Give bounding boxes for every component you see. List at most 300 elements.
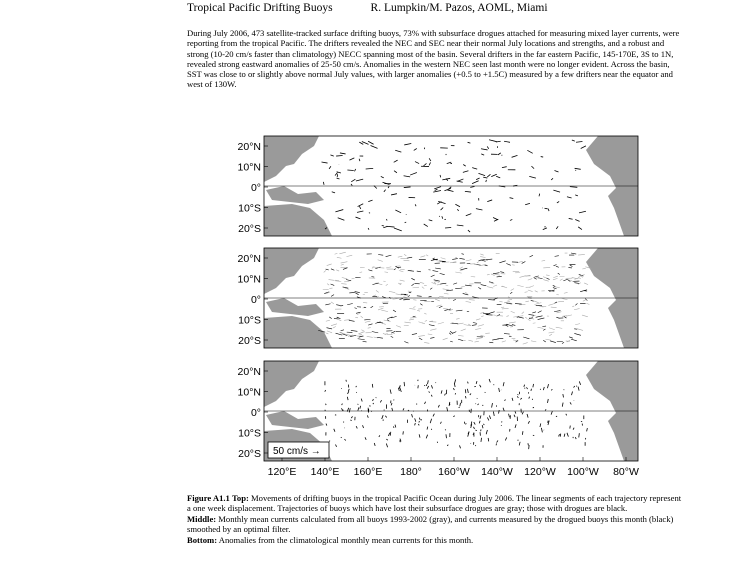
drift-vector: [440, 283, 446, 284]
drift-vector: [356, 217, 361, 219]
drift-vector: [446, 285, 449, 286]
drift-vector: [435, 299, 440, 301]
drift-vector: [531, 389, 532, 391]
drift-vector: [404, 143, 411, 144]
drift-vector: [336, 333, 343, 335]
drift-vector: [468, 431, 469, 434]
y-tick-label: 10°S: [238, 427, 261, 440]
drift-vector: [527, 414, 528, 418]
drift-vector: [489, 379, 490, 382]
drift-vector: [436, 305, 441, 306]
drift-vector: [386, 444, 387, 448]
drift-vector: [556, 266, 559, 267]
drift-vector: [443, 338, 448, 340]
drift-vector: [573, 428, 574, 430]
drift-vector: [466, 260, 472, 261]
drift-vector: [547, 278, 550, 279]
drift-vector: [410, 317, 416, 318]
drift-vector: [429, 162, 430, 165]
drift-vector: [391, 403, 392, 405]
drift-vector: [325, 390, 326, 392]
drift-vector: [505, 437, 506, 440]
drift-vector: [425, 402, 426, 404]
drift-vector: [472, 325, 477, 326]
drift-vector: [525, 292, 528, 293]
drift-vector: [567, 433, 568, 437]
drift-vector: [569, 337, 573, 338]
drift-vector: [504, 141, 510, 142]
y-tick-label: 0°: [250, 182, 261, 194]
drift-vector: [422, 287, 424, 289]
drift-vector: [359, 206, 360, 209]
drift-vector: [543, 340, 546, 342]
drift-vector: [569, 265, 572, 267]
drift-vector: [327, 328, 333, 329]
drift-vector: [418, 322, 422, 323]
drift-vector: [447, 407, 448, 411]
drift-vector: [368, 328, 371, 329]
drift-vector: [447, 190, 453, 192]
drift-vector: [578, 227, 582, 230]
drift-vector: [548, 399, 549, 403]
drift-vector: [445, 430, 446, 431]
drift-vector: [455, 204, 460, 206]
drift-vector: [575, 437, 576, 439]
drift-vector: [575, 303, 577, 305]
drift-vector: [486, 259, 493, 260]
drift-vector: [410, 173, 417, 176]
drift-vector: [500, 272, 504, 273]
drift-vector: [455, 379, 456, 383]
drift-vector: [475, 445, 476, 446]
drift-vector: [335, 173, 337, 176]
drift-vector: [408, 295, 410, 296]
drift-vector: [510, 198, 514, 199]
drift-vector: [390, 432, 391, 436]
drift-vector: [450, 341, 453, 342]
drift-vector: [487, 287, 493, 288]
drift-vector: [522, 262, 526, 264]
drift-vector: [430, 329, 436, 331]
drift-vector: [404, 341, 408, 343]
drift-vector: [511, 311, 515, 313]
drift-vector: [572, 277, 578, 278]
drift-vector: [411, 284, 414, 286]
drift-vector: [526, 387, 527, 389]
drift-vector: [418, 424, 419, 425]
drift-vector: [368, 270, 372, 271]
drift-vector: [559, 434, 560, 436]
drift-vector: [493, 285, 497, 286]
drift-vector: [455, 288, 462, 289]
drift-vector: [421, 419, 422, 420]
drift-vector: [324, 270, 326, 272]
drift-vector: [517, 396, 518, 398]
drift-vector: [531, 341, 536, 342]
x-tick-label: 80°W: [613, 466, 639, 478]
drift-vector: [575, 324, 580, 325]
drift-vector: [419, 421, 420, 423]
drift-vector: [453, 283, 457, 284]
intro-paragraph: During July 2006, 473 satellite-tracked surface drifting buoys, 73% with subsurface drogues attached for measuring mixed layer currents, were reporting from the tropical Pacific. The drifters revealed the NEC and SEC near their normal July locations and strengths, and a robust and strong (10-20 cm/s faster than climatology) NECC spanning most of the basin. Several drifters in the far eastern Pacific, 145-170E, 3S to 1N, revealed strong eastward anomalies of 25-50 cm/s. Anomalies in the western NEC seen last month were no longer evident. Across the basin, SST was close to or slightly above normal July values, with larger anomalies (+0.5 to +1.5C) measured by a few drifters near the equator and west of 130W.: [187, 28, 680, 90]
drift-vector: [393, 333, 395, 334]
drift-vector: [532, 399, 533, 400]
drift-vector: [498, 153, 501, 155]
drift-vector: [476, 209, 483, 210]
y-tick-label: 10°N: [237, 386, 261, 399]
drift-vector: [493, 273, 500, 274]
drift-vector: [457, 209, 458, 211]
drift-vector: [528, 319, 531, 320]
drift-vector: [340, 153, 346, 154]
drift-vector: [429, 322, 436, 323]
drift-vector: [341, 264, 344, 265]
drift-vector: [335, 253, 338, 254]
drift-vector: [446, 290, 453, 291]
drift-vector: [481, 285, 487, 286]
drift-vector: [533, 301, 538, 303]
drift-vector: [331, 284, 335, 285]
drift-vector: [403, 408, 404, 410]
drift-vector: [494, 274, 500, 275]
drift-vector: [351, 184, 352, 186]
drift-vector: [361, 316, 363, 318]
drift-vector: [531, 300, 534, 301]
drift-vector: [517, 285, 523, 287]
drift-vector: [528, 279, 532, 281]
drift-vector: [391, 336, 393, 337]
drift-vector: [465, 292, 467, 294]
drift-vector: [525, 301, 528, 302]
drift-vector: [331, 302, 334, 304]
drift-vector: [501, 307, 504, 308]
drift-vector: [553, 276, 558, 278]
drift-vector: [512, 325, 515, 326]
drift-vector: [555, 302, 558, 303]
y-tick-label: 0°: [250, 407, 261, 419]
drift-vector: [577, 329, 583, 331]
drift-vector: [434, 280, 440, 281]
drift-vector: [376, 290, 379, 292]
drift-vector: [499, 301, 502, 302]
drift-vector: [465, 396, 466, 398]
drift-vector: [384, 272, 387, 273]
drift-vector: [368, 200, 372, 201]
drift-vector: [358, 407, 359, 410]
drift-vector: [574, 333, 581, 335]
drift-vector: [346, 255, 352, 256]
drift-vector: [377, 337, 383, 338]
drift-vector: [563, 279, 567, 281]
drift-vector: [348, 389, 349, 391]
drift-vector: [386, 284, 388, 286]
drift-vector: [576, 141, 582, 142]
drift-vector: [430, 288, 432, 290]
drift-vector: [487, 417, 488, 420]
drift-vector: [481, 154, 484, 155]
drift-vector: [431, 385, 432, 388]
drift-vector: [438, 405, 439, 407]
x-tick-label: 160°W: [438, 466, 470, 478]
drift-vector: [403, 297, 408, 298]
drift-vector: [337, 178, 340, 179]
drift-vector: [413, 316, 416, 317]
drift-vector: [528, 314, 534, 315]
drift-vector: [381, 310, 388, 312]
page-header: [187, 2, 548, 14]
drift-vector: [337, 174, 338, 177]
drift-vector: [430, 337, 434, 338]
drift-vector: [327, 284, 329, 286]
drift-vector: [560, 279, 563, 281]
drift-vector: [426, 435, 427, 439]
drift-vector: [327, 331, 332, 333]
drift-vector: [549, 332, 555, 333]
drift-vector: [405, 222, 407, 223]
drift-vector: [567, 197, 572, 198]
drift-vector: [459, 258, 464, 259]
drift-vector: [546, 275, 549, 276]
drift-vector: [342, 404, 343, 405]
caption-top-text: Movements of drifting buoys in the tropical Pacific Ocean during July 2006. The linear segments of each trajectory represent a one week displacement. Trajectories of buoys which have lost their subsurface drogues are gray; those with drogues are black.: [187, 493, 682, 514]
drift-vector: [486, 180, 487, 182]
drift-vector: [476, 178, 479, 180]
drift-vector: [331, 295, 334, 297]
drift-vector: [404, 254, 406, 256]
y-tick-label: 0°: [250, 294, 261, 306]
drift-vector: [363, 341, 367, 342]
drift-vector: [584, 283, 588, 285]
drift-vector: [481, 438, 482, 442]
drift-vector: [574, 309, 580, 310]
drift-vector: [542, 260, 546, 261]
drift-vector: [456, 258, 458, 259]
drift-vector: [499, 261, 505, 263]
drift-vector: [336, 319, 341, 321]
y-tick-label: 20°N: [237, 141, 261, 153]
drift-vector: [494, 219, 498, 221]
drift-vector: [574, 386, 575, 388]
drift-vector: [512, 155, 518, 157]
drift-vector: [357, 211, 363, 212]
drift-vector: [535, 291, 538, 292]
drift-vector: [363, 302, 367, 303]
drift-vector: [396, 325, 401, 327]
drift-vector: [351, 416, 352, 418]
drift-vector: [382, 297, 386, 298]
drift-vector: [489, 282, 493, 283]
drift-vector: [428, 334, 432, 335]
drift-vector: [514, 415, 515, 417]
drift-vector: [378, 255, 383, 256]
drift-vector: [497, 315, 503, 316]
drift-vector: [564, 292, 568, 293]
drift-vector: [356, 312, 361, 313]
drift-vector: [336, 270, 339, 271]
drift-vector: [334, 429, 335, 432]
drift-vector: [435, 268, 441, 269]
drift-vector: [551, 178, 553, 180]
drift-vector: [566, 414, 567, 416]
drift-vector: [475, 430, 476, 431]
drift-vector: [443, 289, 450, 290]
drift-vector: [499, 388, 500, 392]
y-tick-label: 10°N: [237, 161, 261, 174]
drift-vector: [572, 392, 573, 396]
drift-vector: [481, 316, 483, 317]
drift-vector: [496, 176, 500, 178]
drift-vector: [557, 201, 559, 202]
drift-vector: [475, 341, 479, 342]
drift-vector: [465, 191, 471, 192]
drift-vector: [391, 194, 397, 195]
drift-vector: [322, 162, 328, 163]
drift-vector: [339, 252, 345, 254]
drift-vector: [400, 388, 401, 392]
drift-vector: [515, 411, 516, 413]
drift-vector: [465, 285, 472, 286]
drift-vector: [415, 418, 416, 421]
drift-vector: [508, 299, 512, 300]
drift-vector: [575, 168, 581, 169]
drift-vector: [571, 253, 576, 254]
drift-vector: [420, 256, 425, 257]
drift-vector: [463, 165, 465, 167]
drift-vector: [541, 428, 542, 432]
drift-vector: [456, 310, 463, 311]
land-indonesia: [266, 298, 324, 316]
drift-vector: [365, 437, 366, 439]
y-tick-label: 20°N: [237, 253, 261, 265]
drift-vector: [409, 319, 414, 320]
drift-vector: [336, 305, 340, 306]
drift-vector: [444, 293, 449, 294]
drift-vector: [325, 304, 330, 305]
drift-vector: [335, 210, 343, 212]
drift-vector: [378, 260, 383, 262]
drift-vector: [575, 195, 578, 196]
drift-vector: [476, 338, 482, 339]
drift-vector: [551, 411, 552, 414]
drift-vector: [337, 257, 342, 258]
drift-vector: [581, 146, 586, 149]
drift-vector: [386, 267, 391, 268]
drift-vector: [347, 397, 348, 400]
drift-vector: [509, 322, 516, 323]
drift-vector: [538, 318, 545, 320]
drift-vector: [433, 414, 434, 417]
drift-vector: [378, 308, 383, 310]
drift-vector: [461, 329, 466, 331]
drift-vector: [412, 334, 417, 335]
drift-vector: [445, 228, 451, 229]
drift-vector: [443, 308, 448, 309]
drift-vector: [447, 445, 448, 446]
drift-vector: [460, 267, 463, 269]
drift-vector: [548, 209, 549, 211]
drift-vector: [466, 214, 471, 216]
caption-bottom-text: Anomalies from the climatological monthly mean currents for this month.: [217, 534, 474, 545]
drift-vector: [502, 167, 507, 168]
land-asia: [264, 248, 319, 294]
drift-vector: [394, 269, 396, 270]
drift-vector: [508, 297, 511, 298]
drift-vector: [489, 140, 497, 142]
map-panel-middle: [238, 248, 638, 348]
drift-vector: [326, 404, 327, 405]
drift-vector: [528, 421, 529, 424]
drift-vector: [543, 277, 547, 278]
drift-vector: [534, 276, 538, 277]
drift-vector: [435, 189, 438, 190]
caption-bottom-label: Bottom:: [187, 534, 218, 545]
drift-vector: [449, 333, 451, 335]
drift-vector: [441, 390, 442, 393]
caption-top-label: Top:: [231, 493, 249, 503]
drift-vector: [488, 438, 489, 441]
drift-vector: [570, 187, 577, 188]
drift-vector: [345, 288, 349, 289]
drift-vector: [427, 386, 428, 389]
drift-vector: [482, 425, 483, 428]
drift-vector: [468, 230, 470, 232]
drift-vector: [483, 313, 490, 314]
drift-vector: [462, 254, 464, 255]
x-tick-label: 180°: [400, 466, 422, 478]
drift-vector: [349, 292, 355, 293]
drift-vector: [545, 409, 546, 410]
drift-vector: [386, 255, 392, 257]
drift-vector: [452, 332, 456, 334]
drift-vector: [502, 341, 506, 342]
drift-vector: [519, 276, 525, 278]
drift-vector: [392, 408, 393, 411]
drift-vector: [341, 262, 348, 263]
drift-vector: [472, 181, 479, 184]
drift-vector: [388, 433, 389, 436]
drift-vector: [349, 320, 355, 321]
drift-vector: [373, 403, 374, 404]
drift-vector: [466, 301, 471, 302]
drift-vector: [540, 389, 541, 390]
drift-vector: [572, 140, 575, 141]
caption-middle-text: Monthly mean currents calculated from all buoys 1993-2002 (gray), and currents measured by the drogued buoys this month (black) smoothed by an optimal filter.: [187, 513, 674, 535]
drift-vector: [341, 284, 346, 285]
drift-vector: [556, 226, 558, 229]
drift-vector: [468, 142, 471, 143]
drift-vector: [387, 226, 395, 227]
drift-vector: [331, 269, 334, 270]
drift-vector: [545, 208, 548, 209]
author-line: R. Lumpkin/M. Pazos, AOML, Miami: [370, 2, 548, 14]
drift-vector: [383, 226, 387, 227]
land-asia: [264, 136, 319, 182]
drift-vector: [583, 299, 587, 301]
drift-vector: [480, 416, 481, 419]
land-australia: [264, 204, 332, 236]
drift-vector: [441, 207, 444, 210]
drift-vector: [554, 265, 557, 266]
drift-vector: [376, 283, 383, 285]
drift-vector: [522, 312, 524, 314]
drift-vector: [582, 268, 585, 269]
drift-vector: [569, 218, 573, 219]
drift-vector: [395, 425, 396, 428]
drift-vector: [499, 410, 500, 414]
drift-vector: [356, 426, 357, 428]
drift-vector: [480, 254, 483, 255]
drift-vector: [429, 220, 433, 221]
